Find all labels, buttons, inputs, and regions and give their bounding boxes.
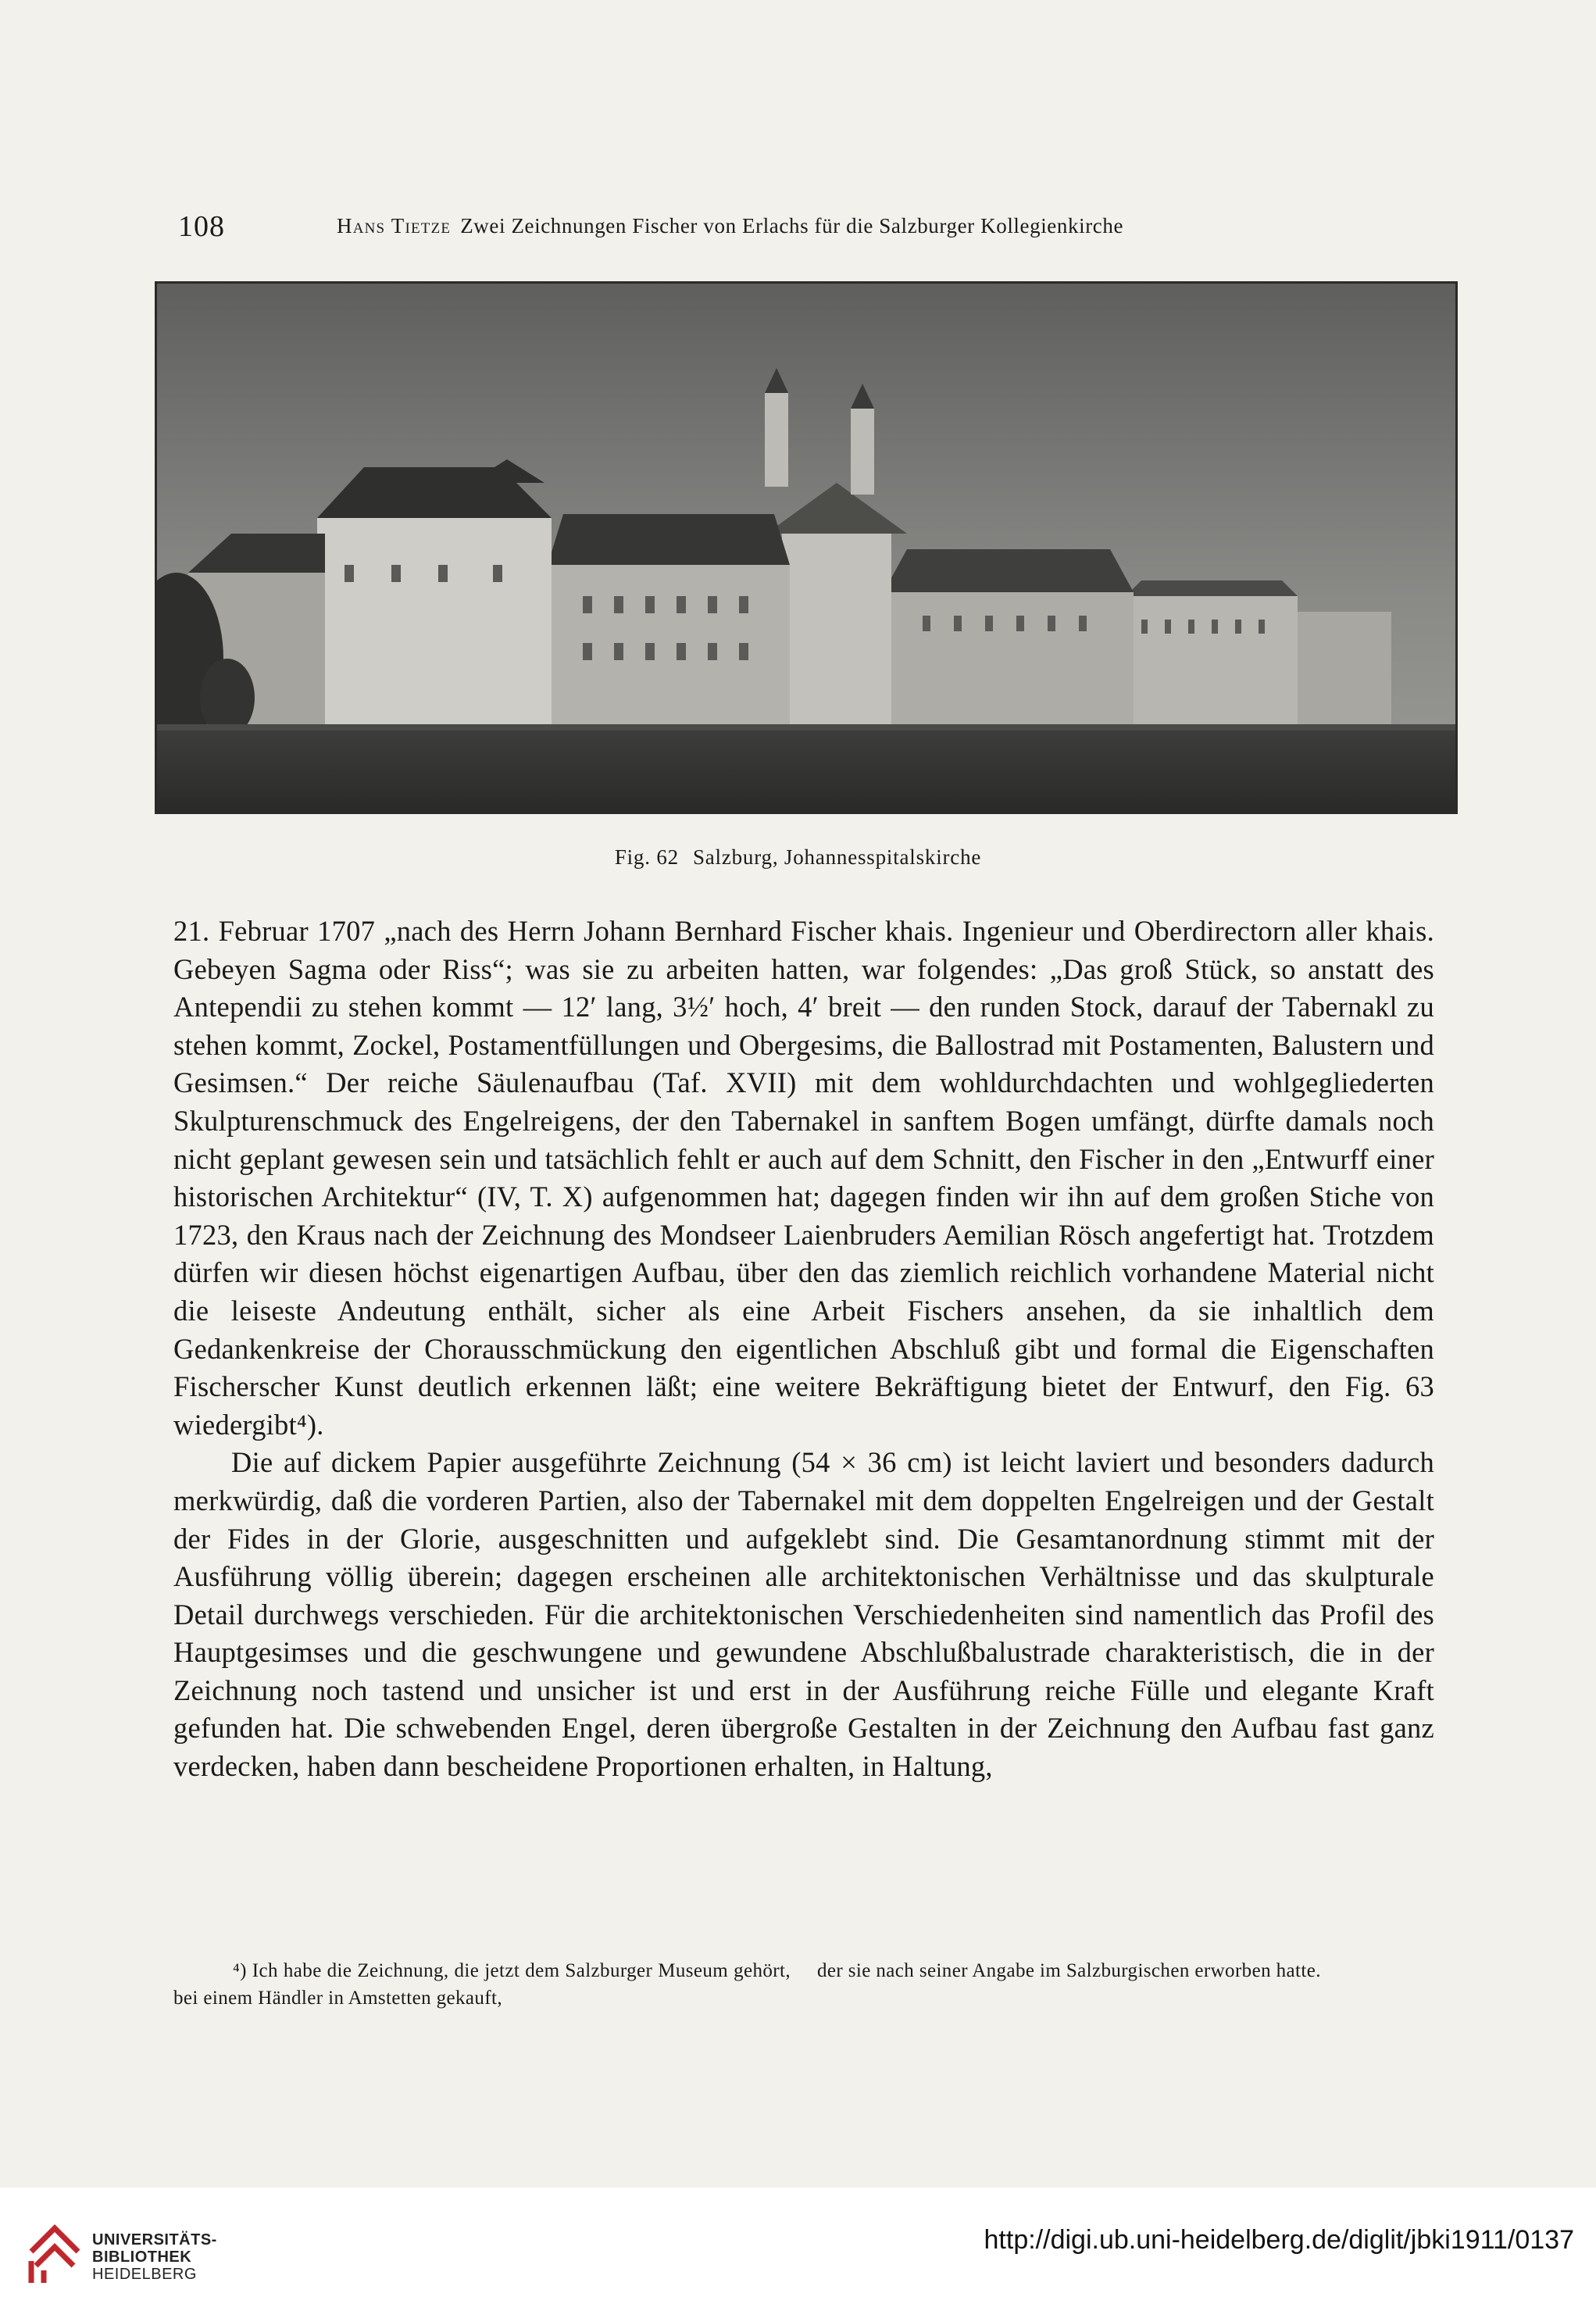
figure-caption [0,845,1596,870]
article-title: Zwei Zeichnungen Fischer von Erlachs für die Salzburger Kollegienkirche [460,214,1124,238]
footnote-right-column: der sie nach seiner Angabe im Salzburgischen erworben hatte. [817,1960,1321,1981]
library-name-line: BIBLIOTHEK [92,2248,192,2266]
figure-photograph [155,281,1458,814]
library-name-line: HEIDELBERG [92,2266,197,2283]
running-title [337,214,1123,238]
figure-caption-text: Salzburg, Johannesspitalskirche [692,845,982,869]
source-url-link[interactable]: http://digi.ub.uni-heidelberg.de/diglit/jbki1911/0137 [984,2225,1574,2255]
paragraph: 21. Februar 1707 „nach des Herrn Johann Bernhard Fischer khais. Ingenieur und Oberdirectorn aller khais. Gebeyen Sagma oder Riss“; was sie zu arbeiten hatten, war folgendes: „Das groß Stück, so anstatt des Antependii zu stehen kommt — 12′ lang, 3½′ hoch, 4′ breit — den runden Stock, darauf der Tabernakl zu stehen kommt, Zockel, Postamentfüllungen und Obergesims, die Ballostrad mit Postamenten, Balustern und Gesimsen.“ Der reiche Säulenaufbau (Taf. XVII) mit dem wohldurchdachten und wohlgegliederten Skulpturenschmuck des Engelreigens, der den Tabernakel in sanftem Bogen umfängt, dürfte damals noch nicht geplant gewesen sein und tatsächlich fehlt er auch auf dem Schnitt, den Fischer in den „Entwurff einer historischen Architektur“ (IV, T. X) aufgenommen hat; dagegen finden wir ihn auf dem großen Stiche von 1723, den Kraus nach der Zeichnung des Mondseer Laienbruders Aemilian Rösch angefertigt hat. Trotzdem dürfen wir diesen höchst eigenartigen Aufbau, über den das ziemlich reichlich vorhandene Material nicht die leiseste Andeutung enthält, sicher als eine Arbeit Fischers ansehen, da sie inhaltlich dem Gedankenkreise der Chorausschmückung den eigentlichen Abschluß gibt und formal die Eigenschaften Fischerscher Kunst deutlich erkennen läßt; eine weitere Bekräftigung bietet der Entwurf, den Fig. 63 wiedergibt⁴). [173,915,1434,1441]
footnote-left-column: ⁴) Ich habe die Zeichnung, die jetzt dem Salzburger Museum gehört, bei einem Händler in Amstetten gekauft, [173,1960,791,2009]
library-logo-icon [23,2220,84,2288]
footer-bar [0,2188,1596,2311]
paragraph: Die auf dickem Papier ausgeführte Zeichnung (54 × 36 cm) ist leicht laviert und besonders dadurch merkwürdig, daß die vorderen Partien, also der Tabernakel mit dem doppelten Engelreigen und der Gestalt der Fides in der Glorie, ausgeschnitten und aufgeklebt sind. Die Gesamtanordnung stimmt mit der Ausführung völlig überein; dagegen erscheinen alle architektonischen Verhältnisse und das skulpturale Detail durchwegs verschieden. Für die architektonischen Verschiedenheiten sind namentlich das Profil des Hauptgesimses und die geschwungene und gewundene Abschlußbalustrade charakteristisch, die in der Zeichnung noch tastend und unsicher ist und erst in der Ausführung reiche Fülle und elegante Kraft gefunden hat. Die schwebenden Engel, deren übergroße Gestalten in der Zeichnung den Aufbau fast ganz verdecken, haben dann bescheidene Proportionen erhalten, in Haltung, [173,1446,1434,1783]
photo-salzburg-johannesspital [157,284,1455,812]
page-number: 108 [178,210,225,243]
author-name: Hans Tietze [337,214,452,238]
figure-label: Fig. 62 [614,845,679,869]
library-name [92,2231,217,2283]
body-text [173,913,1434,1786]
running-head [178,209,1286,244]
footnote [173,1957,1434,2012]
library-name-line: UNIVERSITÄTS- [92,2231,217,2248]
